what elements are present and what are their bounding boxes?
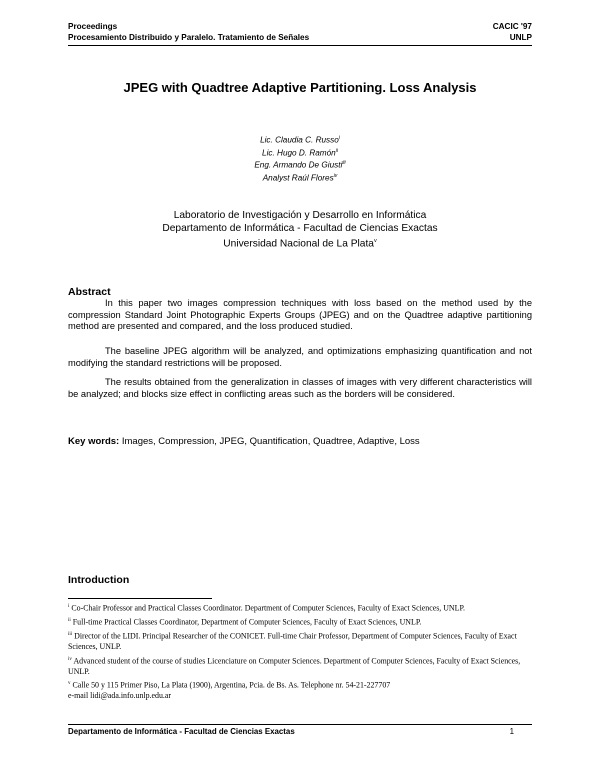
author: Eng. Armando De Giusti$^{iii}$ bbox=[254, 160, 346, 171]
page-number: 1 bbox=[509, 727, 514, 736]
introduction-heading: Introduction bbox=[68, 574, 130, 586]
author: Lic. Hugo D. Ramón$^{ii}$ bbox=[262, 147, 338, 158]
keywords bbox=[68, 436, 532, 447]
footnote: $^{iv}$ Advanced student of the course of studies Licenciature on Computer Sciences. Department of Computer Sciences, Faculty of Exact Sciences, UNLP. bbox=[68, 656, 521, 676]
running-footer bbox=[68, 727, 532, 736]
running-header bbox=[68, 21, 532, 43]
keywords-label: Key words: bbox=[68, 436, 120, 447]
footnote: $^i$ Co-Chair Professor and Practical Classes Coordinator. Department of Computer Sciences, Faculty of Exact Sciences, UNLP. bbox=[68, 603, 465, 613]
footnote: $^{iii}$ Director of the LIDI. Principal Researcher of the CONICET. Full-time Chair Professor, Department of Computer Sciences, Faculty of Exact Sciences, UNLP. bbox=[68, 631, 517, 652]
header-divider bbox=[68, 45, 532, 46]
footer-department: Departamento de Informática - Facultad de Ciencias Exactas bbox=[68, 727, 295, 736]
author: Lic. Claudia C. Russo$^i$ bbox=[260, 135, 340, 145]
abstract-paragraph: The baseline JPEG algorithm will be analyzed, and optimizations emphasizing quantification and not modifying the standard restrictions will be proposed. bbox=[68, 346, 532, 368]
header-track: Procesamiento Distribuido y Paralelo. Tratamiento de Señales bbox=[68, 33, 310, 42]
footer-divider bbox=[68, 724, 532, 725]
author: Analyst Raúl Flores$^{iv}$ bbox=[262, 173, 338, 183]
abstract-heading: Abstract bbox=[68, 286, 111, 298]
footnote: $^{ii}$ Full-time Practical Classes Coordinator, Department of Computer Sciences, Faculty of Exact Sciences, UNLP. bbox=[68, 617, 422, 627]
footnote-divider bbox=[68, 598, 212, 599]
author-list bbox=[0, 133, 600, 184]
affiliation-lab: Laboratorio de Investigación y Desarrollo en Informática bbox=[173, 210, 427, 221]
affiliation-department: Departamento de Informática - Facultad de Ciencias Exactas bbox=[162, 223, 438, 234]
paper-title: JPEG with Quadtree Adaptive Partitioning. Loss Analysis bbox=[123, 80, 477, 95]
footnotes bbox=[68, 602, 532, 703]
abstract-paragraph: The results obtained from the generalization in classes of images with very different characteristics will be analyzed; and blocks size effect in conflicting areas such as the borders will be considered. bbox=[68, 377, 532, 399]
footnote-email: e-mail lidi@ada.info.unlp.edu.ar bbox=[68, 690, 172, 700]
abstract-paragraph: In this paper two images compression techniques with loss based on the method used by the compression Standard Joint Photographic Experts Groups (JPEG) and on the Quadtree adaptive partitioning method are presented and compared, and the loss produced studied. bbox=[68, 298, 532, 332]
header-conference: CACIC '97 bbox=[492, 22, 532, 31]
affiliation bbox=[0, 209, 600, 250]
header-institution: UNLP bbox=[509, 33, 532, 42]
header-proceedings: Proceedings bbox=[68, 22, 118, 31]
affiliation-university: Universidad Nacional de La Plata$^v$ bbox=[223, 238, 377, 250]
keywords-text: Images, Compression, JPEG, Quantification, Quadtree, Adaptive, Loss bbox=[121, 436, 420, 447]
footnote: $^v$ Calle 50 y 115 Primer Piso, La Plata (1900), Argentina, Pcia. de Bs. As. Telephone nr. 54-21-227707 e-mail lidi@ada.info.unlp.edu.ar bbox=[68, 680, 391, 700]
